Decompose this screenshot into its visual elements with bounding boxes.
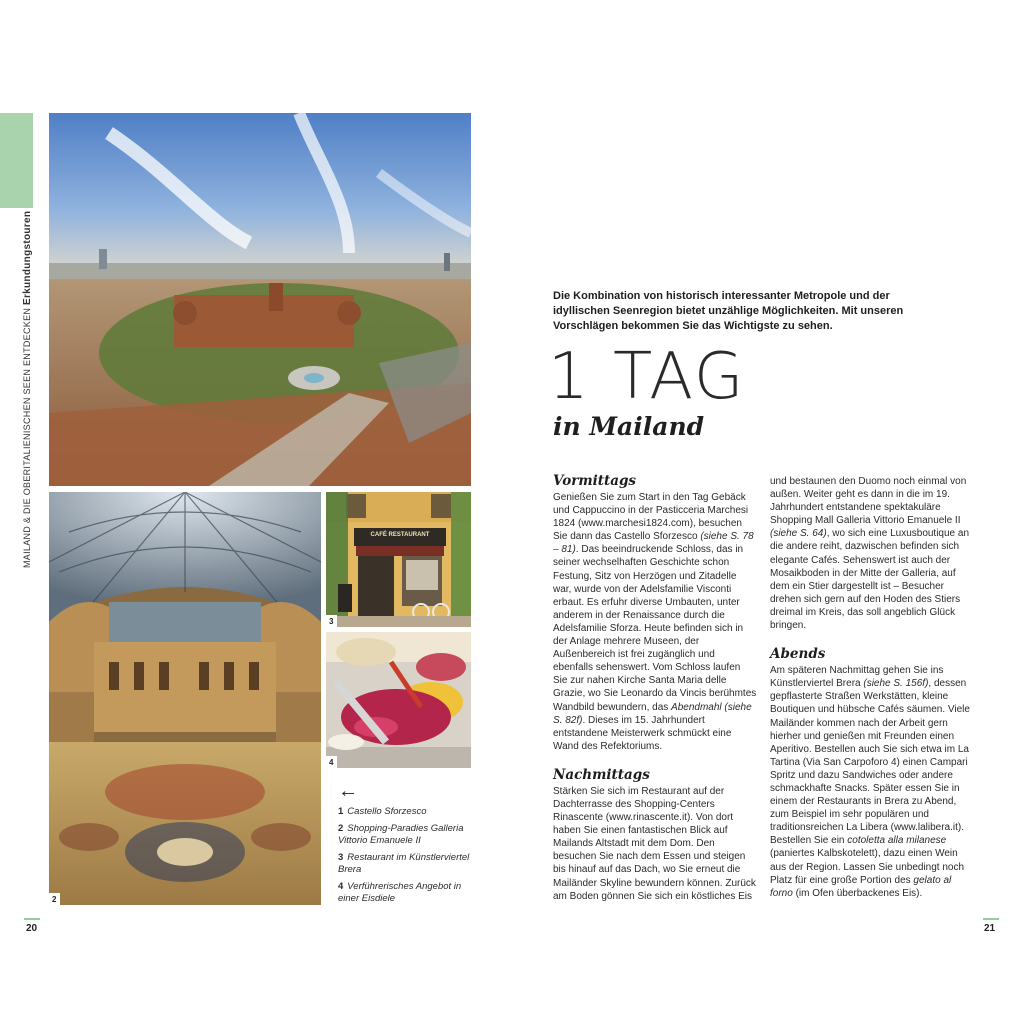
page-subtitle: in Mailand — [553, 412, 705, 441]
heading-nachmittags: Nachmittags — [553, 766, 650, 783]
heading-abends: Abends — [770, 646, 826, 663]
caption-item — [338, 881, 476, 906]
photo-number-3: 3 — [326, 615, 337, 627]
caption-text: Castello Sforzesco — [347, 806, 427, 817]
photo-castello-sforzesco — [49, 113, 471, 486]
photo-gelato-display — [326, 632, 471, 768]
paragraph-abends: Am späteren Nachmittag gehen Sie ins Künstlerviertel Brera (siehe S. 156f), dessen gepflasterte Straßen Werkstätten, kleine Boutiquen und hübsche Cafés säumen. Viele Mailänder kommen nach der Arbeit gern hierher und genießen mit Freunden einen Aperitivo. Bestellen auch Sie sich etwa im La Tartina (Via San Carpoforo 4) einen Campari Spritz und dazu Sandwiches oder andere schmackhafte Snacks. Später essen Sie in einem der Restaurants in Brera zu Abend, zum Beispiel im sehr populären und traditionsreichen La Libera (www.lalibera.it). Bestellen Sie ein cotoletta alla milanese (paniertes Kalbskotelett), dazu einen Wein aus der Region. Lassen Sie unbedingt noch Platz für eine große Portion des gelato al forno (im Ofen überbackenes Eis). — [770, 665, 970, 899]
intro-paragraph: Die Kombination von historisch interessanter Metropole und der idyllischen Seenregion bietet unzählige Möglichkeiten. Mit unseren Vorschlägen bekommen Sie das Wichtigste zu sehen. — [553, 290, 904, 332]
paragraph-vormittags: Genießen Sie zum Start in den Tag Gebäck und Cappuccino in der Pasticceria Marchesi 1824 (www.marchesi1824.com), besuchen Sie dann das Castello Sforzesco (siehe S. 78 – 81). Das beeindruckende Schloss, das in seiner wechselhaften Geschichte schon Festung, Sitz von Herzögen und Zitadelle war, wurde von der Adelsfamilie Visconti erbaut. Es erfuhr diverse Umbauten, unter anderem in der Renaissance durch die Adelsfamilie Sforza. Heute befinden sich in der Anlage mehrere Museen, der Außenbereich ist frei zugänglich und ebenfalls sehenswert. Vom Schloss laufen Sie zur nahen Kirche Santa Maria delle Grazie, wo Sie Leonardo da Vincis berühmtes Wandbild bewundern, das Abendmahl (siehe S. 82f). Dieses im 15. Jahrhundert entstandene Meisterwerk schmückt eine Wand des Refektoriums. — [553, 492, 757, 752]
caption-number: 1 — [338, 806, 344, 817]
section-tab-marker — [0, 113, 33, 208]
photo-restaurant-brera — [326, 492, 471, 627]
running-header-main: MAILAND & DIE OBERITALIENISCHEN SEEN ENTDECKEN — [22, 307, 32, 568]
running-header-section: Erkundungstouren — [22, 210, 33, 305]
caption-number: 4 — [338, 880, 344, 892]
caption-item — [338, 852, 476, 877]
caption-number: 2 — [338, 822, 344, 834]
shop-sign-text: CAFÉ RESTAURANT — [370, 532, 430, 538]
text-column-2 — [770, 475, 975, 900]
page-number-left: 20 — [26, 923, 38, 934]
photo-captions — [338, 806, 476, 910]
page-number-rule-right — [983, 918, 999, 920]
paragraph-nachmittags: Stärken Sie sich im Restaurant auf der Dachterrasse des Shopping-Centers Rinascente (www.rinascente.it). Von dort haben Sie einen fantastischen Blick auf Mailands Altstadt mit dem Dom. Den besuchen Sie nach dem Essen und steigen bis hinauf auf das Dach, wo Sie erneut die Mailänder Skyline bewundern können. Zurück am Boden gönnen Sie sich ein köstliches Eis — [553, 785, 756, 902]
caption-text: Shopping-Paradies Galleria Vittorio Emanuele II — [338, 822, 464, 846]
photo-galleria-vittorio-emanuele — [49, 492, 321, 905]
page-number-right: 21 — [984, 923, 996, 934]
running-header-vertical — [22, 211, 33, 568]
caption-text: Restaurant im Künstlerviertel Brera — [338, 851, 470, 875]
caption-number: 3 — [338, 851, 344, 863]
caption-item — [338, 823, 476, 848]
caption-text: Verführerisches Angebot in einer Eisdiele — [338, 880, 462, 904]
page-number-rule-left — [24, 918, 40, 920]
caption-item — [338, 806, 476, 819]
caption-arrow-left-icon: ← — [338, 780, 358, 802]
paragraph-nachmittags-continued: und bestaunen den Duomo noch einmal von außen. Weiter geht es dann in die im 19. Jahrhundert entstandene spektakuläre Shopping Mall Galleria Vittorio Emanuele II (siehe S. 64), wo sich eine Luxusboutique an die andere reiht, dazwischen befinden sich elegante Cafés. Sehenswert ist auch der Mosaikboden in der Mitte der Galleria, auf dem ein Stier dargestellt ist – Besucher drehen sich gern auf den Hoden des Stiers dreimal im Kreis, das soll angeblich Glück bringen. — [770, 476, 970, 632]
page-title: 1 TAG — [548, 340, 746, 414]
photo-number-2: 2 — [49, 893, 60, 905]
photo-number-4: 4 — [326, 756, 337, 768]
heading-vormittags: Vormittags — [553, 473, 637, 489]
text-column-1 — [553, 473, 757, 903]
